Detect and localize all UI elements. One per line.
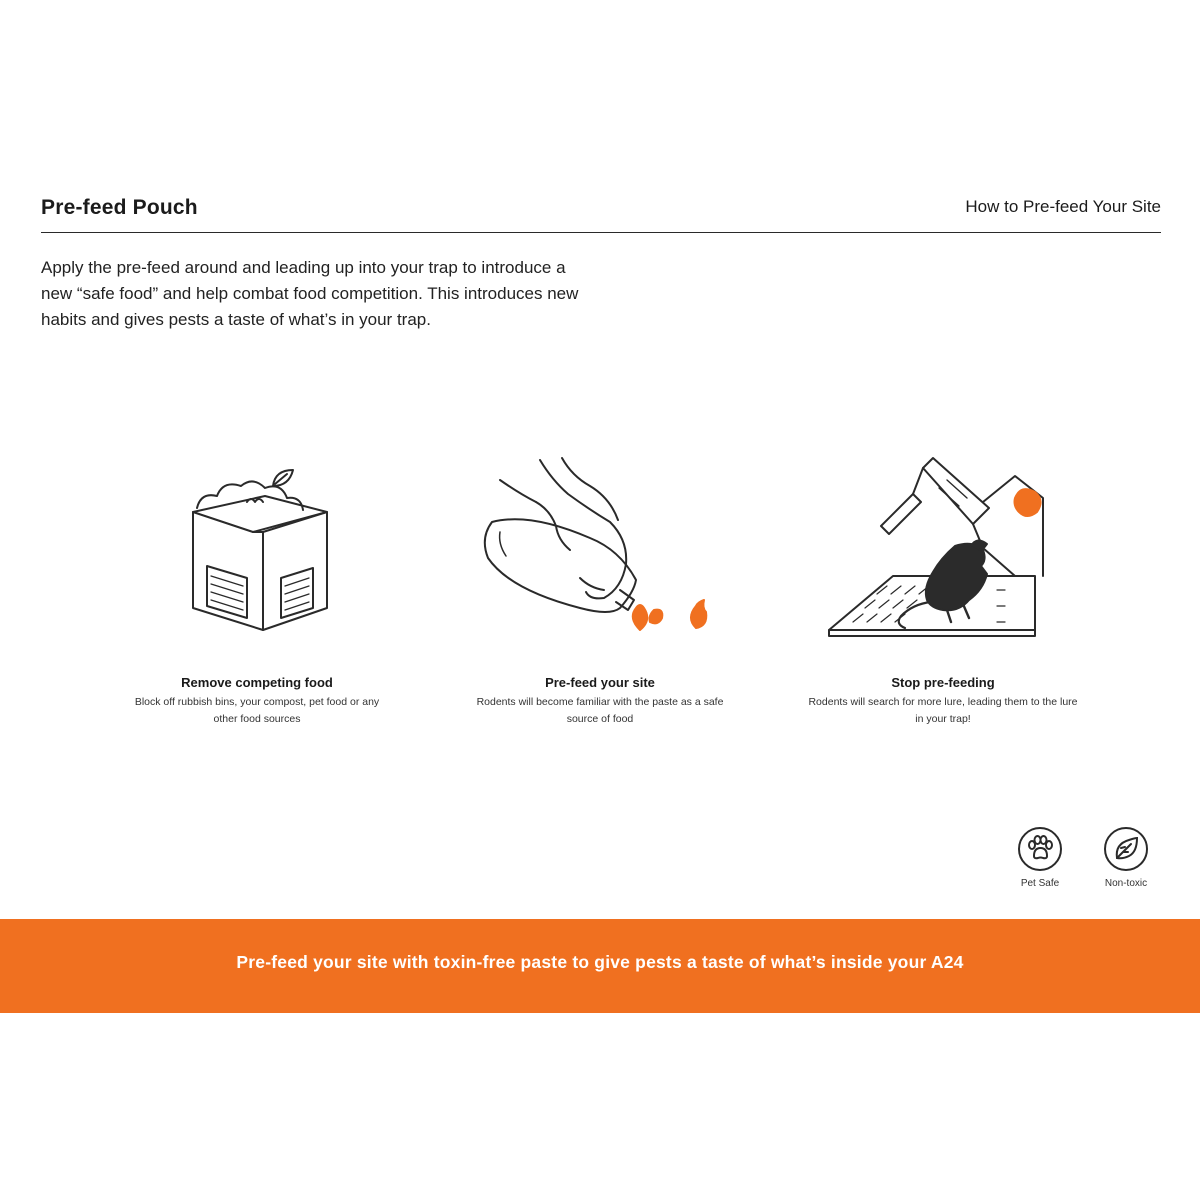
promo-banner bbox=[0, 919, 1200, 1013]
step-title: Remove competing food bbox=[181, 675, 333, 690]
food-bin-icon bbox=[97, 440, 417, 655]
page-title: Pre-feed Pouch bbox=[41, 196, 198, 219]
intro-text: Apply the pre-feed around and leading up into your trap to introduce a new “safe food” and help combat food competition. This introduces new habits and gives pests a taste of what’s in your trap. bbox=[41, 258, 579, 329]
badge-non-toxic bbox=[1086, 826, 1166, 889]
step-description: Rodents will become familiar with the paste as a safe source of food bbox=[476, 696, 724, 725]
trap-rodent-icon bbox=[783, 440, 1103, 655]
step-title: Pre-feed your site bbox=[545, 675, 655, 690]
step-description: Rodents will search for more lure, leading them to the lure in your trap! bbox=[808, 696, 1078, 725]
step-stop-prefeeding bbox=[783, 440, 1103, 728]
squeeze-pouch-icon bbox=[440, 440, 760, 655]
step-remove-food bbox=[97, 440, 417, 728]
badge-label: Pet Safe bbox=[1020, 878, 1060, 889]
badge-label: Non-toxic bbox=[1104, 878, 1148, 889]
paw-icon bbox=[1017, 826, 1063, 872]
step-description: Block off rubbish bins, your compost, pet food or any other food sources bbox=[134, 696, 380, 725]
badge-pet-safe bbox=[1000, 826, 1080, 889]
banner-text: Pre-feed your site with toxin-free paste to give pests a taste of what’s inside your A24 bbox=[236, 952, 964, 972]
step-title: Stop pre-feeding bbox=[891, 675, 995, 690]
header bbox=[41, 196, 1161, 233]
steps bbox=[0, 440, 1200, 740]
section-label: How to Pre-feed Your Site bbox=[965, 197, 1161, 216]
leaf-icon bbox=[1103, 826, 1149, 872]
step-prefeed-site bbox=[440, 440, 760, 728]
feature-badges bbox=[1000, 826, 1180, 906]
